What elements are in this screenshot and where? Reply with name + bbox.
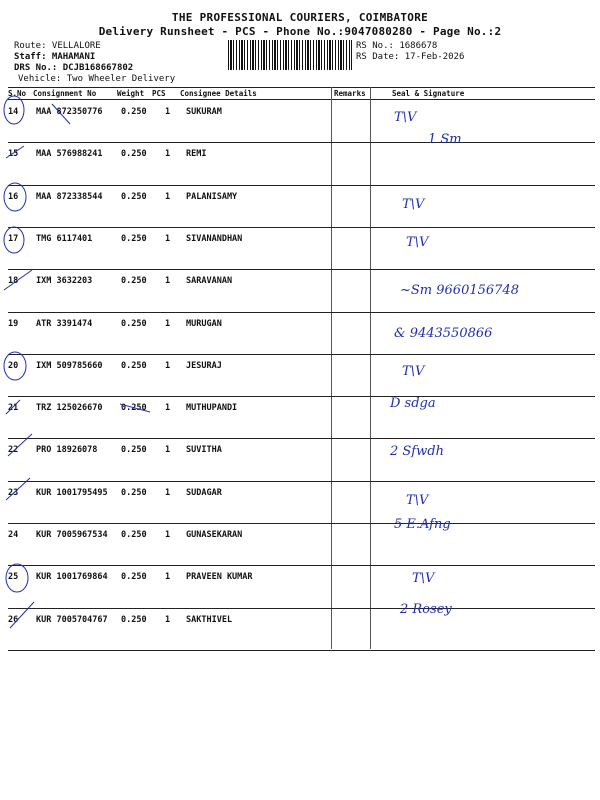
row-signature: T\V bbox=[394, 110, 417, 125]
row-pcs: 1 bbox=[165, 614, 171, 625]
row-consignee: SUDAGAR bbox=[186, 487, 222, 498]
row-consignee: SAKTHIVEL bbox=[186, 614, 233, 625]
row-weight: 0.250 bbox=[121, 318, 147, 329]
row-weight: 0.250 bbox=[121, 233, 147, 244]
col-header-remarks: Remarks bbox=[334, 89, 366, 98]
header-bottom-rule bbox=[8, 99, 595, 100]
row-signature: & 9443550866 bbox=[394, 325, 493, 341]
row-divider bbox=[8, 650, 595, 651]
row-consignment-no: KUR 7005967534 bbox=[36, 530, 108, 540]
drs-number: DRS No.: DCJB168667802 bbox=[14, 63, 134, 73]
row-sno: 20 bbox=[8, 360, 19, 371]
row-consignee: MUTHUPANDI bbox=[186, 403, 238, 414]
row-signature: T\V bbox=[402, 363, 425, 379]
row-pcs: 1 bbox=[165, 107, 171, 117]
row-consignee: REMI bbox=[186, 149, 207, 160]
row-signature: T\V bbox=[412, 571, 435, 587]
row-divider bbox=[8, 438, 595, 439]
row-sno: 18 bbox=[8, 276, 19, 287]
col-header-seal-signature: Seal & Signature bbox=[392, 89, 465, 98]
row-weight: 0.250 bbox=[121, 107, 147, 117]
row-consignee: SARAVANAN bbox=[186, 276, 233, 287]
row-consignment-no: ATR 3391474 bbox=[36, 318, 93, 329]
row-pcs: 1 bbox=[165, 572, 171, 583]
row-signature: T\V bbox=[406, 492, 429, 508]
staff-label: Staff: MAHAMANI bbox=[14, 52, 96, 62]
row-signature: ~Sm 9660156748 bbox=[400, 283, 519, 299]
row-consignment-no: MAA 872350776 bbox=[36, 107, 103, 117]
row-pcs: 1 bbox=[165, 149, 171, 160]
row-consignment-no: TRZ 125026670 bbox=[36, 403, 103, 414]
row-consignee: GUNASEKARAN bbox=[186, 530, 243, 540]
row-sno: 25 bbox=[8, 572, 19, 583]
row-pcs: 1 bbox=[165, 530, 171, 540]
row-divider bbox=[8, 565, 595, 566]
row-consignee: SUKURAM bbox=[186, 107, 222, 117]
row-consignment-no: KUR 1001769864 bbox=[36, 572, 108, 583]
row-weight: 0.250 bbox=[121, 614, 147, 625]
rs-number: RS No.: 1686678 bbox=[356, 41, 438, 51]
row-sno: 24 bbox=[8, 530, 19, 540]
row-signature: 2 Sfwdh bbox=[390, 444, 444, 460]
row-signature: T\V bbox=[406, 234, 429, 250]
row-consignment-no: TMG 6117401 bbox=[36, 233, 93, 244]
row-sno: 26 bbox=[8, 614, 19, 625]
row-sno: 14 bbox=[8, 107, 19, 117]
row-sno: 16 bbox=[8, 191, 19, 202]
col-header-consignee: Consignee Details bbox=[180, 89, 257, 98]
row-weight: 0.250 bbox=[121, 360, 147, 371]
row-pcs: 1 bbox=[165, 233, 171, 244]
row-consignment-no: IXM 509785660 bbox=[36, 360, 103, 371]
row-divider bbox=[8, 608, 595, 609]
row-consignment-no: MAA 872338544 bbox=[36, 191, 103, 202]
row-consignee: MURUGAN bbox=[186, 318, 222, 329]
row-weight: 0.250 bbox=[121, 276, 147, 287]
col-header-weight: Weight bbox=[117, 89, 145, 98]
row-pcs: 1 bbox=[165, 191, 171, 202]
row-signature: 2 Rosey bbox=[400, 601, 452, 617]
row-signature: 1 Sm bbox=[428, 132, 462, 148]
row-weight: 0.250 bbox=[121, 445, 147, 456]
row-pcs: 1 bbox=[165, 445, 171, 456]
row-weight: 0.250 bbox=[121, 149, 147, 160]
row-consignment-no: PRO 18926078 bbox=[36, 445, 98, 456]
col-header-sno: S.No bbox=[8, 89, 27, 98]
row-pcs: 1 bbox=[165, 318, 171, 329]
company-title: THE PROFESSIONAL COURIERS, COIMBATORE bbox=[171, 11, 429, 24]
row-consignment-no: KUR 7005704767 bbox=[36, 614, 108, 625]
row-consignment-no: MAA 576988241 bbox=[36, 149, 103, 160]
row-divider bbox=[8, 185, 595, 186]
row-pcs: 1 bbox=[165, 276, 171, 287]
col-header-pcs: PCS bbox=[152, 89, 166, 98]
row-divider bbox=[8, 396, 595, 397]
row-sno: 23 bbox=[8, 487, 19, 498]
row-consignee: PRAVEEN KUMAR bbox=[186, 572, 253, 583]
row-divider bbox=[8, 354, 595, 355]
runsheet-subtitle: Delivery Runsheet - PCS - Phone No.:9047080280 - Page No.:2 bbox=[98, 25, 502, 38]
row-weight: 0.250 bbox=[121, 487, 147, 498]
row-divider bbox=[8, 523, 595, 524]
rs-date: RS Date: 17-Feb-2026 bbox=[356, 52, 465, 62]
col-header-consignment: Consignment No bbox=[33, 89, 97, 98]
row-consignment-no: KUR 1001795495 bbox=[36, 487, 108, 498]
table-top-rule bbox=[8, 87, 595, 88]
row-sno: 17 bbox=[8, 233, 19, 244]
row-consignee: JESURAJ bbox=[186, 360, 222, 371]
row-divider bbox=[8, 142, 595, 143]
row-sno: 15 bbox=[8, 149, 19, 160]
row-signature: D sdga bbox=[390, 396, 436, 412]
row-pcs: 1 bbox=[165, 487, 171, 498]
row-sno: 22 bbox=[8, 445, 19, 456]
row-consignee: SIVANANDHAN bbox=[186, 233, 243, 244]
row-divider bbox=[8, 481, 595, 482]
vehicle-label: Vehicle: Two Wheeler Delivery bbox=[18, 74, 176, 84]
row-consignment-no: IXM 3632203 bbox=[36, 276, 93, 287]
row-weight: 0.250 bbox=[121, 530, 147, 540]
row-weight: 0.250 bbox=[121, 403, 147, 414]
row-consignee: PALANISAMY bbox=[186, 191, 238, 202]
barcode bbox=[228, 40, 352, 70]
row-signature: T\V bbox=[402, 196, 425, 212]
row-weight: 0.250 bbox=[121, 191, 147, 202]
row-consignee: SUVITHA bbox=[186, 445, 222, 456]
row-divider bbox=[8, 312, 595, 313]
row-sno: 21 bbox=[8, 403, 19, 414]
row-pcs: 1 bbox=[165, 360, 171, 371]
row-pcs: 1 bbox=[165, 403, 171, 414]
row-divider bbox=[8, 227, 595, 228]
route-label: Route: VELLALORE bbox=[14, 41, 101, 51]
row-sno: 19 bbox=[8, 318, 19, 329]
row-weight: 0.250 bbox=[121, 572, 147, 583]
row-signature: 5 E.Afng bbox=[394, 517, 451, 532]
row-divider bbox=[8, 269, 595, 270]
